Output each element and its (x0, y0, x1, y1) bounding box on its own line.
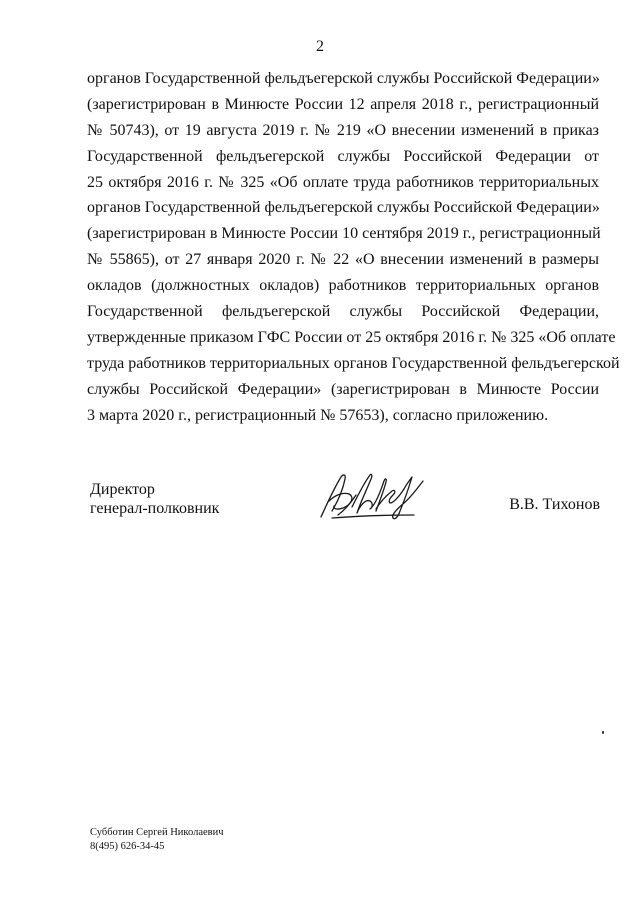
executor-name: Субботин Сергей Николаевич (90, 827, 224, 838)
body-line: № 55865), от 27 января 2020 г. № 22 «О внесении изменений в размеры (87, 251, 599, 269)
executor-phone: 8(495) 626-34-45 (90, 841, 165, 852)
body-line: окладов (должностных окладов) работников территориальных органов (87, 277, 599, 295)
signer-position (90, 480, 219, 518)
signer-rank: генерал-полковник (90, 500, 220, 517)
body-line: органов Государственной фельдъегерской службы Российской Федерации» (87, 70, 600, 87)
body-line: органов Государственной фельдъегерской службы Российской Федерации» (87, 199, 600, 217)
body-line: 25 октября 2016 г. № 325 «Об оплате труда работников территориальных (87, 173, 599, 191)
executor-block (90, 826, 224, 854)
body-line: службы Российской Федерации» (зарегистрирован в Минюсте России (87, 380, 599, 398)
body-line: утвержденные приказом ГФС России от 25 октября 2016 г. № 325 «Об оплате (87, 328, 616, 346)
document-body (87, 66, 620, 428)
body-line: № 50743), от 19 августа 2019 г. № 219 «О внесении изменений в приказ (87, 121, 599, 139)
signer-position-title: Директор (90, 481, 155, 498)
body-line: Государственной фельдъегерской службы Российской Федерации, (87, 303, 599, 321)
body-line: (зарегистрирован в Минюсте России 12 апреля 2018 г., регистрационный (87, 95, 599, 113)
body-line: (зарегистрирован в Минюсте России 10 сентября 2019 г., регистрационный (87, 225, 601, 243)
body-line-last: 3 марта 2020 г., регистрационный № 57653), согласно приложению. (87, 406, 549, 424)
handwritten-signature (318, 471, 430, 521)
body-line: труда работников территориальных органов Государственной фельдъегерской (87, 354, 620, 372)
page-number: 2 (316, 38, 324, 55)
body-line: Государственной фельдъегерской службы Российской Федерации от (87, 147, 599, 165)
scan-speck (602, 731, 604, 734)
signer-name: В.В. Тихонов (509, 496, 600, 513)
